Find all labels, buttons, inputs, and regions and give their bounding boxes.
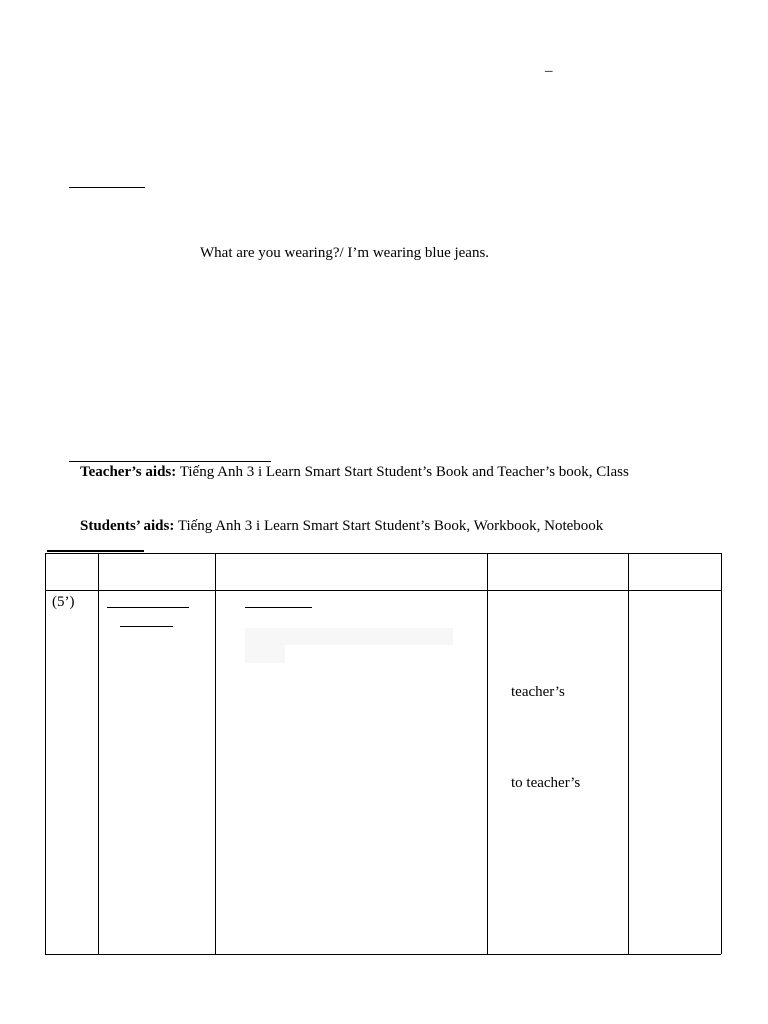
- row1-stage-underline-1: [107, 607, 189, 608]
- table-bottom-border: [45, 954, 721, 955]
- top-dash: –: [545, 63, 553, 79]
- teacher-aids-label: Teacher’s aids:: [80, 464, 177, 480]
- table-col-divider-1: [98, 553, 99, 954]
- students-aids-text: Tiếng Anh 3 i Learn Smart Start Student’s Book, Workbook, Notebook: [174, 518, 604, 534]
- students-aids-line: [80, 517, 603, 535]
- heading-underline: [69, 187, 145, 188]
- sentence-pattern: What are you wearing?/ I’m wearing blue jeans.: [200, 245, 490, 261]
- table-right-border: [721, 553, 722, 954]
- procedures-heading-underline: [47, 550, 144, 552]
- row1-students-cell-line2: to teacher’s: [511, 775, 581, 791]
- table-header-divider: [45, 590, 721, 591]
- row1-stage-underline-2: [120, 626, 173, 627]
- students-aids-label: Students’ aids:: [80, 518, 175, 534]
- teacher-aids-line: [80, 463, 629, 481]
- teacher-aids-text: Tiếng Anh 3 i Learn Smart Start Student’s Book and Teacher’s book, Class: [176, 464, 629, 480]
- row1-activity-highlight: [245, 628, 453, 645]
- row1-activity-underline: [245, 607, 312, 608]
- table-col-divider-3: [487, 553, 488, 954]
- table-col-divider-4: [628, 553, 629, 954]
- table-top-border: [45, 553, 721, 554]
- row1-students-cell-line1: teacher’s: [511, 684, 565, 700]
- row1-activity-highlight-2: [245, 645, 285, 663]
- table-col-divider-2: [215, 553, 216, 954]
- resources-heading-underline: [69, 461, 271, 462]
- table-left-border: [45, 553, 46, 954]
- row1-time-cell: (5’): [52, 594, 75, 610]
